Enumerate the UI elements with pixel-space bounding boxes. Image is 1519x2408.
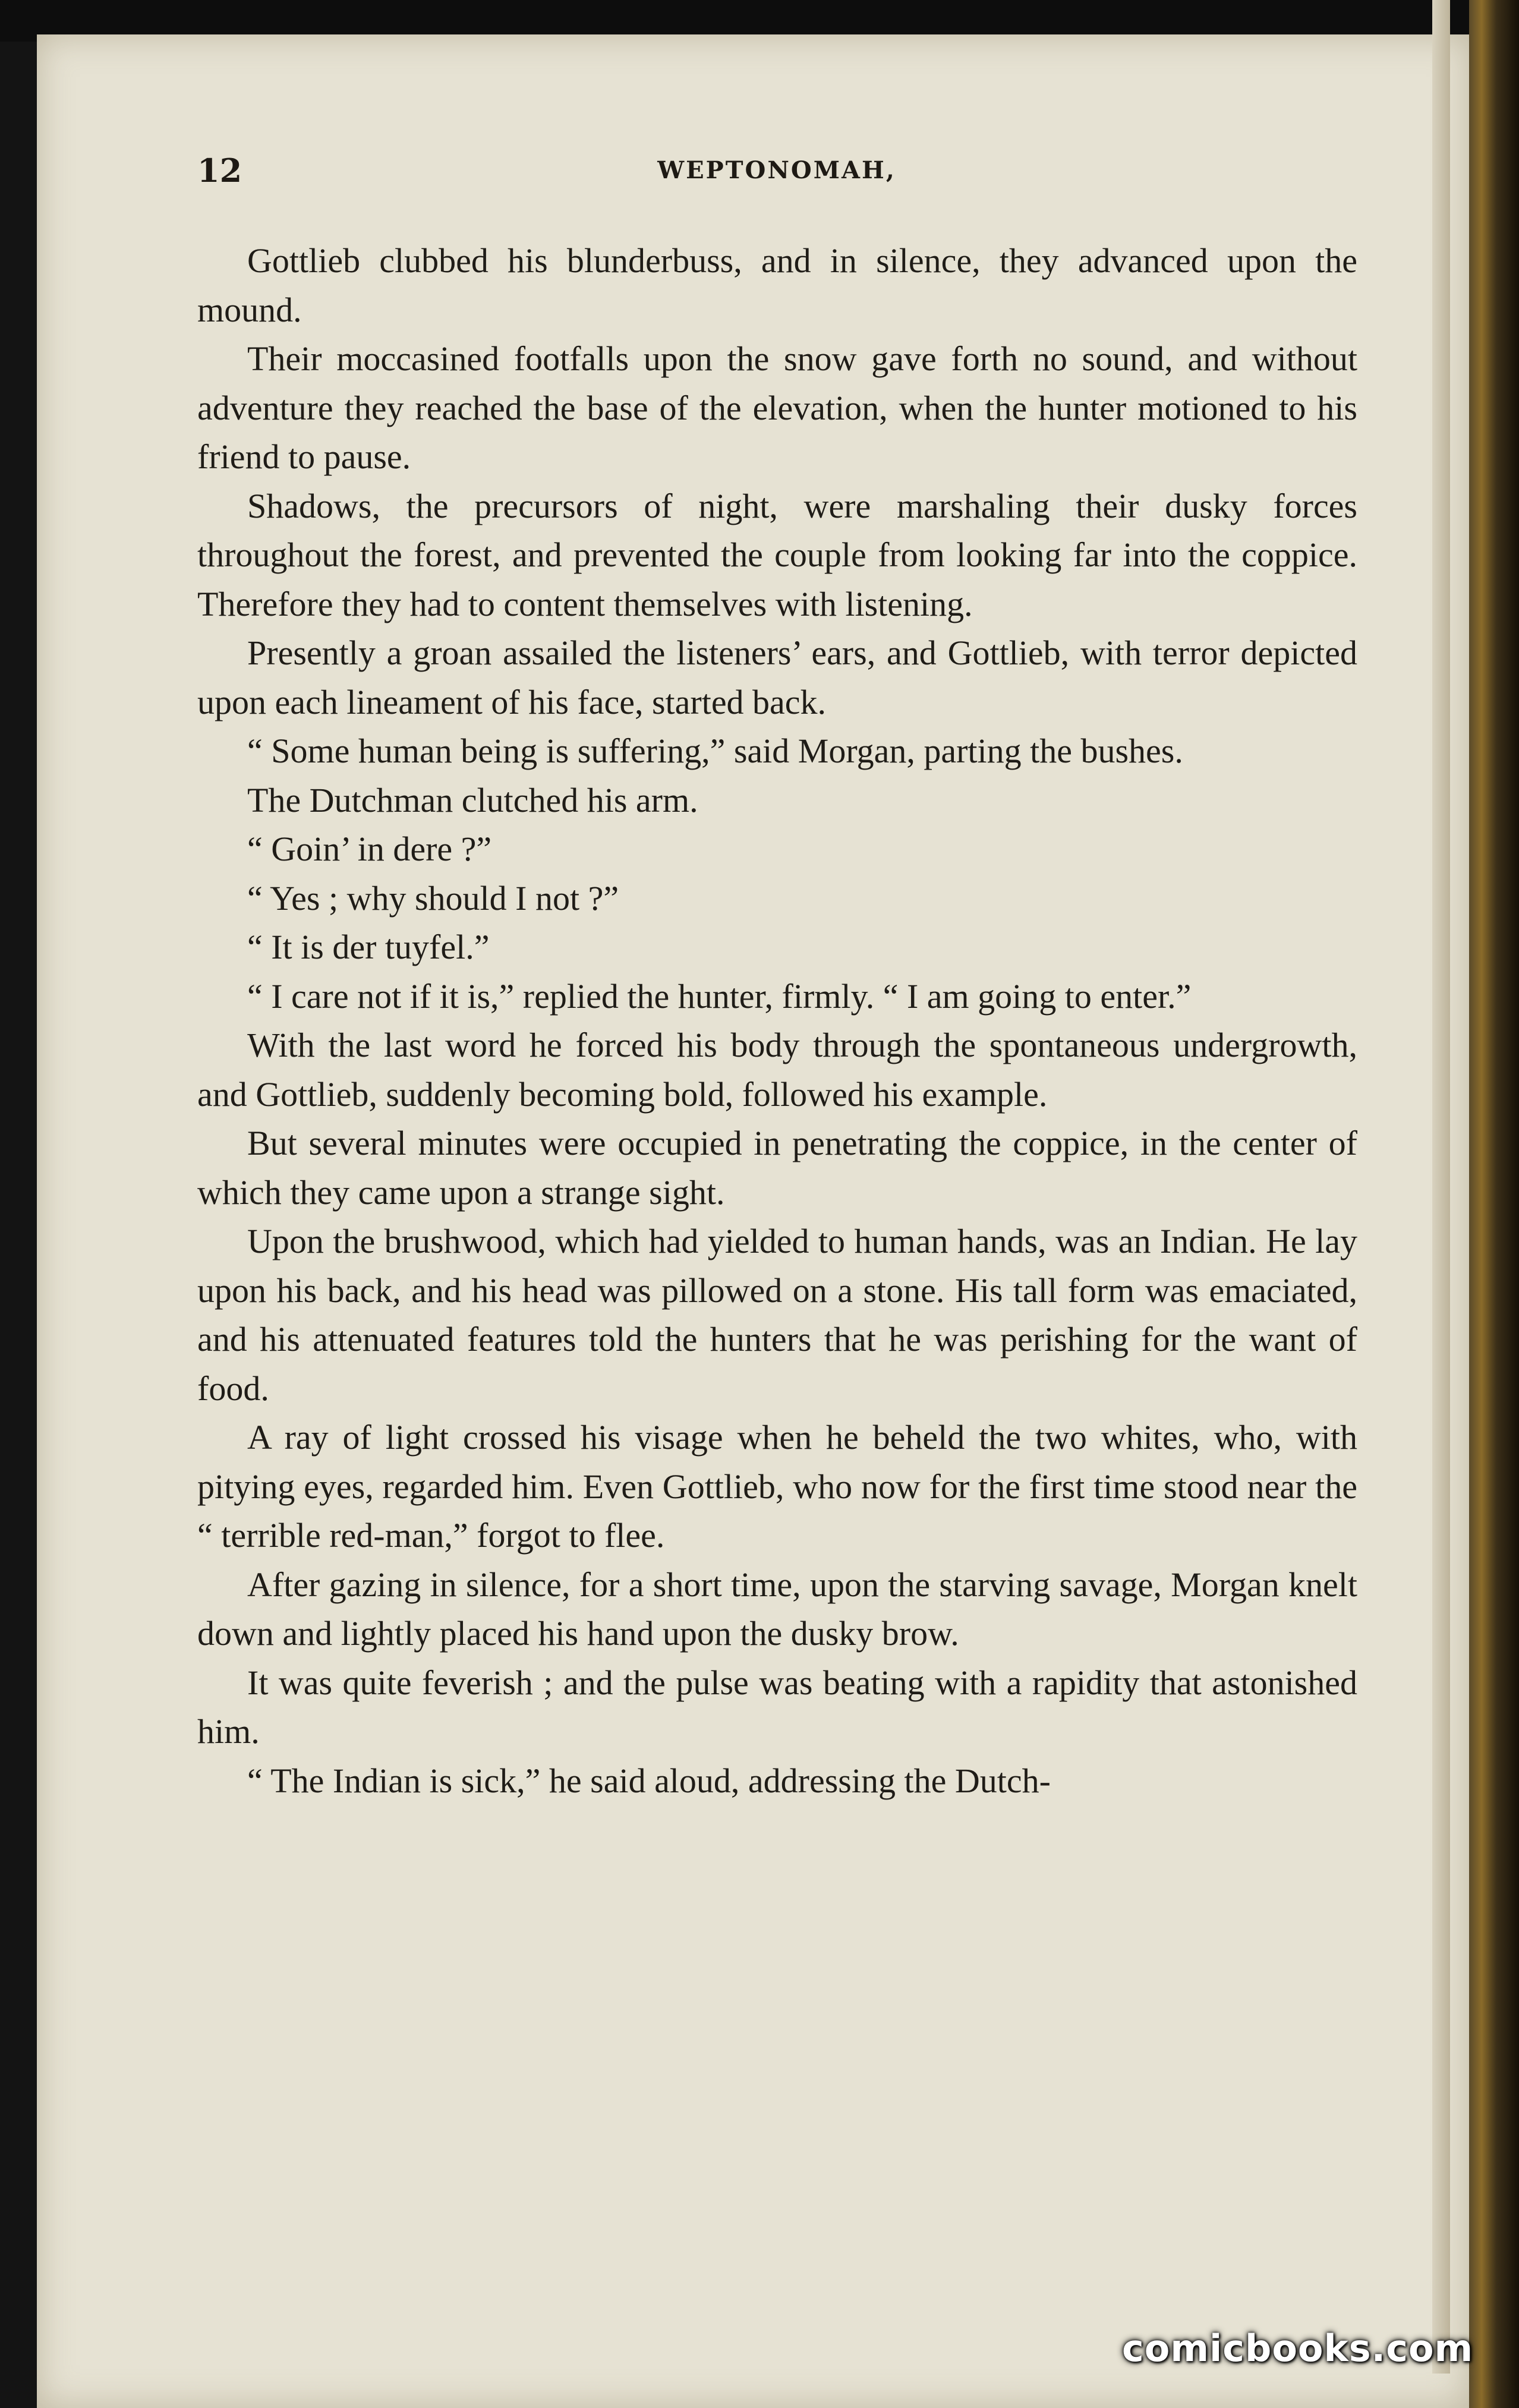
paragraph: “ Some human being is suffering,” said Morgan, parting the bushes.	[247, 732, 1183, 770]
page-header	[197, 152, 1356, 199]
paragraph: “ Goin’ in dere ?”	[247, 830, 492, 868]
paragraph: “ The Indian is sick,” he said aloud, addressing the Dutch-	[247, 1761, 1051, 1800]
paragraph: “ Yes ; why should I not ?”	[247, 878, 619, 918]
page-body	[197, 237, 1357, 1805]
site-watermark: comicbooks.com	[1122, 2327, 1474, 2370]
paragraph: Presently a groan assailed the listeners’ ears, and Gottlieb, with terror depicted upon each lineament of his face, started back.	[197, 633, 1357, 721]
paragraph: But several minutes were occupied in penetrating the coppice, in the center of which they came upon a strange sight.	[197, 1124, 1357, 1212]
paragraph: “ I care not if it is,” replied the hunter, firmly. “ I am going to enter.”	[247, 976, 1192, 1016]
paragraph: After gazing in silence, for a short time, upon the starving savage, Morgan knelt down and lightly placed his hand upon the dusky brow.	[197, 1565, 1357, 1653]
paragraph: “ It is der tuyfel.”	[247, 928, 490, 966]
paragraph: Shadows, the precursors of night, were marshaling their dusky forces throughout the forest, and prevented the couple from looking far into the coppice. Therefore they had to content themselves with listening.	[197, 486, 1357, 623]
paragraph: Their moccasined footfalls upon the snow gave forth no sound, and without adventure they reached the base of the elevation, when the hunter motioned to his friend to pause.	[197, 339, 1357, 476]
paragraph: With the last word he forced his body through the spontaneous undergrowth, and Gottlieb, suddenly becoming bold, followed his example.	[197, 1026, 1357, 1114]
paragraph: A ray of light crossed his visage when he beheld the two whites, who, with pitying eyes, regarded him. Even Gottlieb, who now for the first time stood near the “ terrible red-man,” forgot to flee.	[197, 1418, 1357, 1555]
page-number: 12	[197, 152, 242, 190]
paragraph: Upon the brushwood, which had yielded to human hands, was an Indian. He lay upon his back, and his head was pillowed on a stone. His tall form was emaciated, and his attenuated features told the hunters that he was perishing for the want of food.	[197, 1222, 1357, 1408]
paragraph: The Dutchman clutched his arm.	[247, 780, 698, 820]
running-title: WEPTONOMAH,	[657, 156, 896, 184]
paragraph: Gottlieb clubbed his blunderbuss, and in silence, they advanced upon the mound.	[197, 241, 1357, 329]
book-spine	[1469, 0, 1519, 2408]
page-edge	[1432, 0, 1450, 2374]
paragraph: It was quite feverish ; and the pulse was beating with a rapidity that astonished him.	[197, 1663, 1357, 1751]
